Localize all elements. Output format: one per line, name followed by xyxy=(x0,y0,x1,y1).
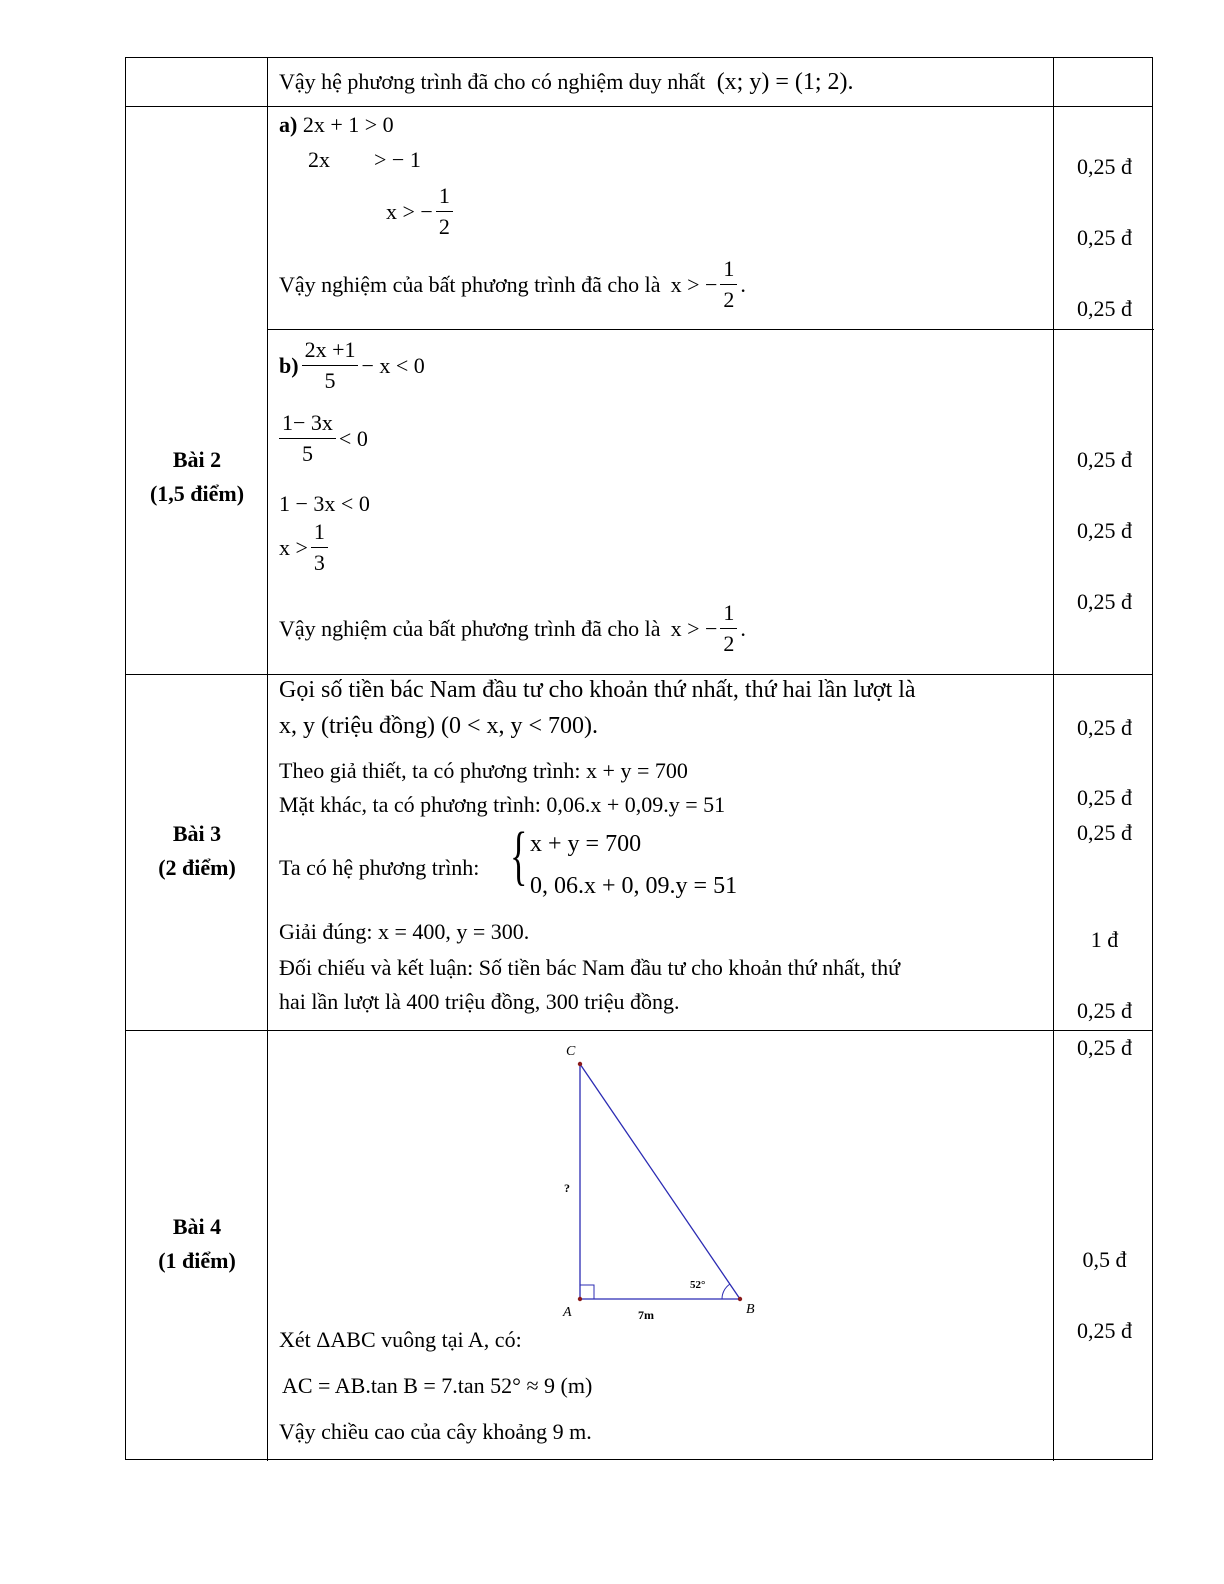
bai4-points: (1 điểm) xyxy=(158,1248,236,1273)
score: 0,25 đ xyxy=(1077,1035,1132,1060)
score: 0,25 đ xyxy=(1077,820,1132,845)
bai2-score-cell xyxy=(1053,107,1154,674)
a-conclusion xyxy=(279,254,746,315)
solution-math: (x; y) = (1; 2). xyxy=(716,69,854,95)
b-concl-prefix: x > − xyxy=(670,615,718,641)
score: 0,25 đ xyxy=(1077,998,1132,1023)
frac-den: 5 xyxy=(301,441,313,466)
row-bai3 xyxy=(126,674,1152,1030)
frac-den: 2 xyxy=(438,214,450,239)
bai3-points: (2 điểm) xyxy=(158,855,236,880)
frac-num: 2x +1 xyxy=(302,335,359,366)
bai4-line1: Xét ΔABC vuông tại A, có: xyxy=(279,1327,522,1352)
fraction xyxy=(720,598,737,659)
cell-empty-score xyxy=(1053,58,1154,106)
row-top-text xyxy=(279,69,854,95)
vertex-b xyxy=(738,1297,742,1301)
triangle-diagram xyxy=(268,1031,1053,1321)
score: 0,25 đ xyxy=(1077,225,1132,250)
bai4-content xyxy=(268,1031,1053,1461)
bai2-title: Bài 2 xyxy=(172,447,222,472)
a-line3 xyxy=(386,181,456,242)
frac-den: 3 xyxy=(313,550,325,575)
score: 0,25 đ xyxy=(1077,589,1132,614)
score: 0,25 đ xyxy=(1077,785,1132,810)
frac-num: 1 xyxy=(311,517,328,548)
bai3-line7: Đối chiếu và kết luận: Số tiền bác Nam đầu tư cho khoản thứ nhất, thứ xyxy=(279,955,901,980)
a-line2-right: > − 1 xyxy=(374,147,421,172)
system-eq1: x + y = 700 xyxy=(530,831,642,857)
frac-den: 2 xyxy=(723,287,735,312)
b-line4 xyxy=(279,517,331,578)
conclusion-text: Vậy hệ phương trình đã cho có nghiệm duy nhất xyxy=(279,69,706,94)
row-bai4 xyxy=(126,1030,1152,1461)
b-line1 xyxy=(279,335,425,396)
a-line2-left: 2x xyxy=(308,147,330,172)
score: 0,25 đ xyxy=(1077,154,1132,179)
bai3-line2: x, y (triệu đồng) (0 < x, y < 700). xyxy=(279,713,599,739)
label-side-unknown: ? xyxy=(564,1181,570,1195)
bai3-system-label: Ta có hệ phương trình: xyxy=(279,855,480,880)
bai3-content xyxy=(268,675,1053,1030)
bai3-line1: Gọi số tiền bác Nam đầu tư cho khoản thứ nhất, thứ hai lần lượt là xyxy=(279,677,916,703)
fraction xyxy=(720,254,737,315)
a-line1 xyxy=(279,112,394,138)
a-line3-prefix: x > − xyxy=(386,198,433,224)
frac-den: 5 xyxy=(324,368,336,393)
score: 0,25 đ xyxy=(1077,296,1132,321)
score: 0,5 đ xyxy=(1082,1247,1127,1272)
fraction xyxy=(311,517,328,578)
side-bc xyxy=(580,1064,740,1299)
frac-den: 2 xyxy=(723,631,735,656)
score: 0,25 đ xyxy=(1077,447,1132,472)
bai3-line4: Mặt khác, ta có phương trình: 0,06.x + 0,09.y = 51 xyxy=(279,792,726,817)
a-label: a) xyxy=(279,112,298,137)
a-conclusion-text: Vậy nghiệm của bất phương trình đã cho là xyxy=(279,271,661,297)
fraction xyxy=(436,181,453,242)
system-brace: { xyxy=(510,819,528,892)
angle-arc xyxy=(722,1284,730,1299)
bai4-score-cell xyxy=(1053,1031,1154,1461)
cell-empty xyxy=(126,58,268,106)
bai4-line2: AC = AB.tan B = 7.tan 52° ≈ 9 (m) xyxy=(282,1373,593,1398)
vertex-a xyxy=(578,1297,582,1301)
b-conclusion-text: Vậy nghiệm của bất phương trình đã cho là xyxy=(279,615,661,641)
label-base-length: 7m xyxy=(638,1308,654,1321)
b-line1-suffix: − x < 0 xyxy=(361,352,425,378)
row-bai1-end xyxy=(126,58,1152,106)
b-line2-suffix: < 0 xyxy=(338,425,368,451)
row-bai2 xyxy=(126,106,1152,674)
b-conclusion xyxy=(279,598,746,659)
fraction xyxy=(302,335,359,396)
bai3-line3: Theo giả thiết, ta có phương trình: x + y = 700 xyxy=(279,758,688,783)
period: . xyxy=(740,615,746,641)
bai3-line8: hai lần lượt là 400 triệu đồng, 300 triệu đồng. xyxy=(279,989,680,1014)
score: 0,25 đ xyxy=(1077,1318,1132,1343)
bai2-label-cell xyxy=(126,107,268,674)
bai3-title: Bài 3 xyxy=(172,821,222,846)
bai2-points: (1,5 điểm) xyxy=(149,481,245,506)
system-eq2: 0, 06.x + 0, 09.y = 51 xyxy=(530,873,738,899)
frac-num: 1 xyxy=(720,598,737,629)
bai3-score-cell xyxy=(1053,675,1154,1030)
b-line4-prefix: x > xyxy=(279,534,308,560)
fraction xyxy=(279,408,336,469)
score: 0,25 đ xyxy=(1077,518,1132,543)
label-b: B xyxy=(746,1302,755,1317)
frac-num: 1− 3x xyxy=(279,408,336,439)
label-angle: 52° xyxy=(690,1279,706,1291)
score: 1 đ xyxy=(1090,927,1119,952)
vertex-c xyxy=(578,1062,582,1066)
bai2-content xyxy=(268,107,1053,674)
bai3-label-cell xyxy=(126,675,268,1030)
bai3-line6: Giải đúng: x = 400, y = 300. xyxy=(279,919,530,944)
b-label: b) xyxy=(279,352,299,378)
score: 0,25 đ xyxy=(1077,715,1132,740)
frac-num: 1 xyxy=(720,254,737,285)
b-line3: 1 − 3x < 0 xyxy=(279,491,370,516)
frac-num: 1 xyxy=(436,181,453,212)
bai4-label-cell xyxy=(126,1031,268,1461)
a-ineq: 2x + 1 > 0 xyxy=(302,112,394,137)
b-line2 xyxy=(276,408,368,469)
cell-content xyxy=(268,58,1053,106)
bai4-line3: Vậy chiều cao của cây khoảng 9 m. xyxy=(279,1419,592,1444)
label-c: C xyxy=(566,1044,576,1059)
bai4-title: Bài 4 xyxy=(172,1214,222,1239)
label-a: A xyxy=(563,1305,572,1320)
right-angle-mark xyxy=(580,1285,594,1299)
a-concl-prefix: x > − xyxy=(670,271,718,297)
period: . xyxy=(740,271,746,297)
answer-table xyxy=(125,57,1153,1460)
